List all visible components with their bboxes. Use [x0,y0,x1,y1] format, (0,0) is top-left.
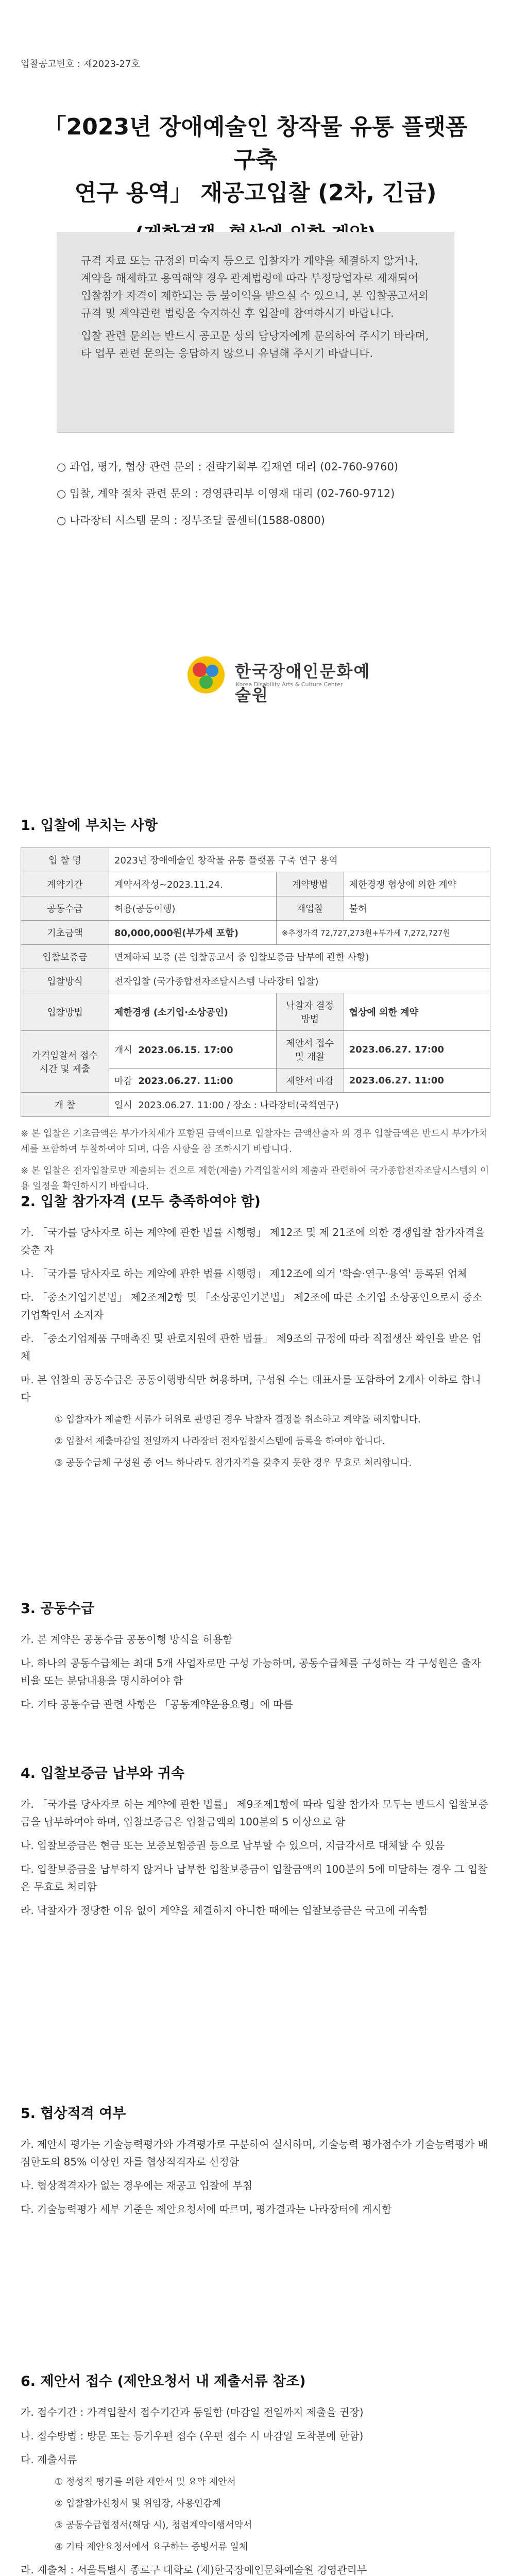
list-item: 라. 제출처 : 서울특별시 종로구 대학로 (재)한국장애인문화예술원 경영관리부 [21,2564,367,2576]
table-cell: 기초금액 [21,921,109,945]
contact-list [57,459,458,539]
title-line-1: 「2023년 장애예술인 창작물 유통 플랫폼 구축 [43,114,468,173]
section-heading: 5. 협상적격 여부 [21,2106,126,2122]
table-cell: 입찰방법 [21,993,109,1031]
note-text: ※ 본 입찰은 기초금액은 부가가치세가 포함된 금액이므로 입찰자는 금액산출자 의 경우 입찰금액은 반드시 부가가치세를 포함하여 투찰하여야 되며, 다음 사항을 참 조하시기 바랍니다. [21,1128,488,1155]
table-cell: 면제하되 보증 (본 입찰공고서 중 입찰보증금 납부에 관한 사항) [109,945,490,969]
table-cell-value: 2023.06.27. 11:00 [138,1076,233,1087]
table-cell: 계약방법 [276,872,344,896]
table-cell: 전자입찰 (국가종합전자조달시스템 나라장터 입찰) [109,969,490,993]
section-bid-bond [21,1762,490,1925]
table-row [21,993,490,1031]
section-heading: 1. 입찰에 부치는 사항 [21,818,158,834]
list-item: 나. 하나의 공동수급체는 최대 5개 사업자로만 구성 가능하며, 공동수급체를 구성하는 각 구성원은 출자비율 또는 분담내용을 명시하여야 함 [21,1657,481,1687]
table-cell-label: 마감 [114,1076,132,1087]
list-item: 마. 본 입찰의 공동수급은 공동이행방식만 허용하며, 구성원 수는 대표사를 포함하여 2개사 이하로 합니다 [21,1374,481,1403]
list-item: 다. 입찰보증금을 납부하지 않거나 납부한 입찰보증금이 입찰금액의 100분의 5에 미달하는 경우 그 입찰은 무효로 처리함 [21,1863,488,1893]
list-item: 다. 기타 공동수급 관련 사항은 「공동계약운용요령」에 따름 [21,1698,293,1710]
overview-table [21,848,490,1117]
table-cell: 허용(공동이행) [109,896,277,921]
list-item: 다. 「중소기업기본법」 제2조제2항 및 「소상공인기본법」 제2조에 따른 소기업 소상공인으로서 중소기업확인서 소지자 [21,1291,483,1321]
list-subitem: ② 입찰참가신청서 및 위임장, 사용인감계 [55,2498,221,2509]
note-text: ※ 본 입찰은 전자입찰로만 제출되는 건으로 제한(제출) 가격입찰서의 제출과 관련하여 국가종합전자조달시스템의 이용 일정을 확인하시기 바랍니다. [21,1165,489,1192]
contact-item: ○ 나라장터 시스템 문의 : 정부조달 콜센터(1588-0800) [57,514,325,527]
table-row [21,872,490,896]
section-heading: 3. 공동수급 [21,1601,94,1617]
table-cell: 80,000,000원(부가세 포함) [109,921,277,945]
table-cell: 입 찰 명 [21,848,109,872]
list-item: 다. 기술능력평가 세부 기준은 제안요청서에 따르며, 평가결과는 나라장터에 게시함 [21,2203,392,2215]
table-row [21,969,490,993]
table-cell: 계약서작성~2023.11.24. [109,872,277,896]
caution-box [57,232,454,433]
list-item: 가. 「국가를 당사자로 하는 계약에 관한 법률」 제9조제1항에 따라 입찰 참가자 모두는 반드시 입찰보증금을 납부하여야 하며, 입찰보증금은 입찰금액의 100분의 5 이상으로 함 [21,1798,488,1828]
list-item: 라. 낙찰자가 정당한 이유 없이 계약을 체결하지 아니한 때에는 입찰보증금은 국고에 귀속함 [21,1904,429,1917]
table-cell: 불허 [344,896,490,921]
section-heading: 4. 입찰보증금 납부와 귀속 [21,1766,185,1782]
table-row [21,921,490,945]
table-row [21,945,490,969]
list-item: 가. 본 계약은 공동수급 공동이행 방식을 허용함 [21,1633,233,1646]
table-cell: 낙찰자 결정방법 [276,993,344,1031]
contact-item: ○ 과업, 평가, 협상 관련 문의 : 전략기획부 김재연 대리 (02-760-9760) [57,461,399,473]
list-subitem: ② 입찰서 제출마감일 전일까지 나라장터 전자입찰시스템에 등록을 하여야 합니다. [55,1436,385,1447]
caution-text-1: 규격 자료 또는 규정의 미숙지 등으로 입찰자가 계약을 체결하지 않거나, 계약을 해제하고 용역해약 경우 관계법령에 따라 부정당업자로 제재되어 입찰참가 자격이 제한되는 등 불이익을 받으실 수 있으니, 본 입찰공고서의 규격 및 계약관련 법령을 숙지하신 후 입찰에 참여하시기 바랍니다. [81,255,429,319]
section-bid-overview [21,814,490,1200]
table-cell: 입찰보증금 [21,945,109,969]
title-line-2: 연구 용역」 재공고입찰 (2차, 긴급) [74,180,437,206]
table-cell [109,1093,490,1117]
table-cell: 제한경쟁 (소기업·소상공인) [109,993,277,1031]
list-item: 나. 협상적격자가 없는 경우에는 재공고 입찰에 부침 [21,2179,253,2192]
logo-name: 한국장애인문화예술원 [235,662,371,705]
logo-mark-icon [185,654,227,696]
table-cell-label: 일시 [114,1100,132,1111]
table-cell: 제안서 접수 및 개찰 [276,1031,344,1069]
list-item: 가. 「국가를 당사자로 하는 계약에 관한 법률 시행령」 제12조 및 제 21조에 의한 경쟁입찰 참가자격을 갖춘 자 [21,1226,485,1256]
table-cell-label: 개시 [114,1045,132,1056]
table-cell-value: 2023.06.27. 11:00 / 장소 : 나라장터(국책연구) [138,1100,339,1111]
table-cell: 제안서 마감 [276,1069,344,1093]
list-item: 가. 접수기간 : 가격입찰서 접수기간과 동일함 (마감일 전일까지 제출을 권장) [21,2406,364,2418]
table-cell: 2023.06.27. 17:00 [344,1031,490,1069]
section-heading: 2. 입찰 참가자격 (모두 충족하여야 함) [21,1194,261,1210]
contact-item: ○ 입찰, 계약 절차 관련 문의 : 경영관리부 이영재 대리 (02-760-9712) [57,487,395,500]
table-cell: ※추정가격 72,727,273원+부가세 7,272,727원 [276,921,490,945]
list-subitem: ④ 기타 제안요청서에서 요구하는 증빙서류 일체 [55,2541,248,2552]
list-item: 가. 제안서 평가는 기술능력평가와 가격평가로 구분하여 실시하며, 기술능력 평가점수가 기술능력평가 배점한도의 85% 이상인 자를 협상적격자로 선정함 [21,2138,488,2168]
table-cell: 재입찰 [276,896,344,921]
list-item: 다. 제출서류 [21,2453,77,2466]
overview-notes [21,1126,490,1194]
section-proposal-submission [21,2370,490,2576]
table-row [21,896,490,921]
table-row [21,1031,490,1069]
caution-text-2: 입찰 관련 문의는 반드시 공고문 상의 담당자에게 문의하여 주시기 바라며, 타 업무 관련 문의는 응답하지 않으니 유념해 주시기 바랍니다. [81,330,429,360]
table-cell [109,1031,277,1069]
title-block [36,111,475,245]
section-eligibility [21,1190,490,1477]
table-cell: 공동수급 [21,896,109,921]
list-item: 나. 「국가를 당사자로 하는 계약에 관한 법률 시행령」 제12조에 의거 '학술·연구·용역' 등록된 업체 [21,1267,468,1280]
table-cell: 계약기간 [21,872,109,896]
table-cell: 가격입찰서 접수 시간 및 제출 [21,1031,109,1093]
table-cell: 2023년 장애예술인 창작물 유통 플랫폼 구축 연구 용역 [109,848,490,872]
table-row [21,1093,490,1117]
table-cell-value: 2023.06.15. 17:00 [138,1045,233,1056]
notice-number: 입찰공고번호 : 제2023-27호 [21,59,140,70]
table-cell: 개 찰 [21,1093,109,1117]
organization-logo [185,654,381,705]
list-item: 나. 접수방법 : 방문 또는 등기우편 접수 (우편 접수 시 마감일 도착분에 한함) [21,2430,364,2442]
list-subitem: ① 입찰자가 제출한 서류가 허위로 판명된 경우 낙찰자 결정을 취소하고 계약을 해지합니다. [55,1414,421,1425]
list-item: 라. 「중소기업제품 구매촉진 및 판로지원에 관한 법률」 제9조의 규정에 따라 직접생산 확인을 받은 업체 [21,1332,482,1362]
table-cell: 2023.06.27. 11:00 [344,1069,490,1093]
list-subitem: ③ 공동수급협정서(해당 시), 청렴계약이행서약서 [55,2520,252,2531]
table-cell: 협상에 의한 계약 [344,993,490,1031]
table-cell: 제한경쟁 협상에 의한 계약 [344,872,490,896]
table-row [21,848,490,872]
section-joint-supply [21,1597,490,1719]
section-negotiation-eligibility [21,2102,490,2224]
logo-english-name: Korea Disability Arts & Culture Center [236,681,343,688]
table-cell [109,1069,277,1093]
section-heading: 6. 제안서 접수 (제안요청서 내 제출서류 참조) [21,2374,306,2389]
list-item: 나. 입찰보증금은 현금 또는 보증보험증권 등으로 납부할 수 있으며, 지급각서로 대체할 수 있음 [21,1839,445,1852]
list-subitem: ① 정성적 평가를 위한 제안서 및 요약 제안서 [55,2477,236,2487]
table-cell: 입찰방식 [21,969,109,993]
list-subitem: ③ 공동수급체 구성원 중 어느 하나라도 참가자격을 갖추지 못한 경우 무효로 처리합니다. [55,1458,412,1468]
